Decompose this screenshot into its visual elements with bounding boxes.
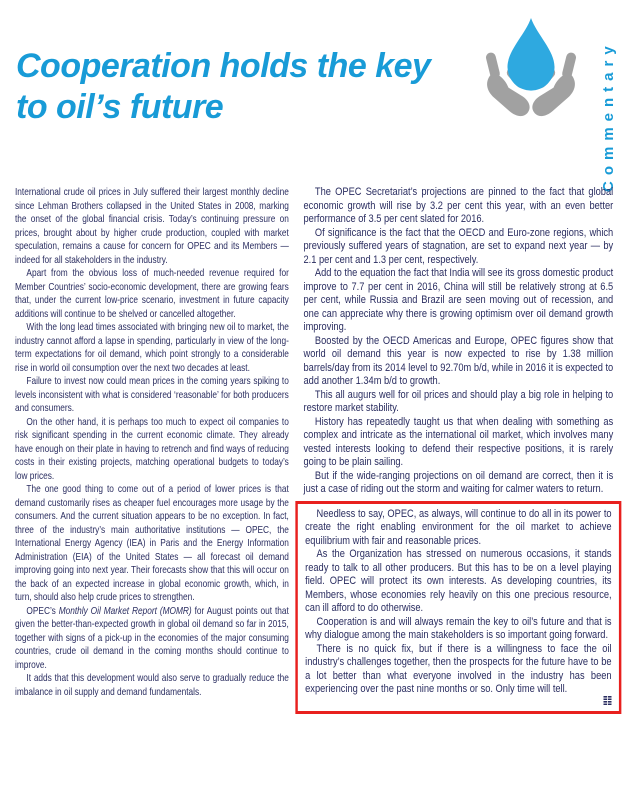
paragraph <box>304 470 614 497</box>
paragraph <box>15 416 289 484</box>
right-column-paragraphs <box>304 186 614 497</box>
oil-drop-icon <box>507 18 554 91</box>
paragraph <box>305 508 611 549</box>
page-title-line2: to oil’s future <box>16 88 224 126</box>
paragraph <box>15 267 289 321</box>
text-run: It adds that this development would also serve to gradually reduce the imbalance in oil supply and demand fundamentals. <box>15 673 289 698</box>
end-of-article-icon <box>603 696 611 705</box>
text-run: History has repeatedly taught us that when dealing with something as complex and intricate as the international oil market, which involves many vested interests looking to defend their respective positions, it is rarely going to be plain sailing. <box>303 415 614 468</box>
paragraph <box>15 483 289 605</box>
text-run: Add to the equation the fact that India will see its gross domestic product improve to 7.7 per cent in 2016, China will still be relatively strong at 6.5 per cent, while Russia and Brazil are seen moving out of recession, and one can appreciate why there is growing optimism over oil demand growth improving. <box>303 267 614 333</box>
paragraph <box>15 672 289 699</box>
text-run: for August points out that given the better-than-expected growth in global oil demand so far in 2015, together with signs of a pick-up in the economies of the major consuming countries, crude oil demand in the coming months should continue to improve. <box>15 605 289 671</box>
text-run: International crude oil prices in July suffered their largest monthly decline since Lehman Brothers collapsed in the United States in 2008, marking the onset of the global financial crisis. Today’s continuing pressure on prices, brought about by higher crude production, coupled with market speculation, remains a cause for concern for OPEC and its Members — indeed for all stakeholders in the industry. <box>15 187 289 266</box>
text-run: Of significance is the fact that the OECD and Euro-zone regions, which previously suffered years of stagnation, are set to expand next year — by 2.1 per cent and 1.3 per cent, respectively. <box>303 226 614 266</box>
paragraph <box>304 416 614 470</box>
text-run: Monthly Oil Market Report (MOMR) <box>58 605 192 617</box>
paragraph <box>15 375 289 416</box>
text-run: The one good thing to come out of a period of lower prices is that demand customarily rises as cheaper fuel encourages more usage by the consumers. And the current situation appears to be no exception. In fact, three of the industry’s main authoritative institutions — OPEC, the International Energy Agency (IEA) in Paris and the Energy Information Administration (EIA) of the United States — all forecast oil demand improving going into next year. Their forecasts show that this will occur on the back of an expected increase in global economic growth, which, in turn, should also help crude prices to strengthen. <box>15 484 289 603</box>
text-run: Cooperation is and will always remain the key to oil’s future and that is why dialogue among the main stakeholders is so important going forward. <box>305 615 612 641</box>
paragraph <box>305 643 611 697</box>
text-run: Needless to say, OPEC, as always, will continue to do all in its power to create the right enabling environment for the oil market to achieve equilibrium with fair and reasonable prices. <box>305 507 612 547</box>
paragraph <box>304 267 614 335</box>
text-run: As the Organization has stressed on numerous occasions, it stands ready to talk to all other producers. But this has to be on a level playing field. OPEC will protect its own interests. As developing countries, its Members, whose economies rely heavily on this one precious resource, can ill afford to do otherwise. <box>305 548 612 614</box>
text-run: Apart from the obvious loss of much-needed revenue required for Member Countries’ socio-economic development, there are growing fears that, under the current low-price scenario, investment in future capacity additions will continue to be shelved or cancelled altogether. <box>15 268 289 320</box>
text-run: On the other hand, it is perhaps too much to expect oil companies to risk significant spending in the current economic climate. They already have enough on their plate in having to retrench and find ways of reducing costs in their existing projects, matching operational budgets to today’s low prices. <box>15 416 289 482</box>
text-run: Boosted by the OECD Americas and Europe, OPEC figures show that world oil demand this year is now expected to rise by 1.38 million barrels/day from its 2014 level to 92.70m b/d, while in 2016 it is expected to add another 1.34m b/d to growth. <box>303 334 614 387</box>
paragraph <box>15 186 289 267</box>
paragraph <box>304 335 614 389</box>
paragraph <box>15 321 289 375</box>
text-run: There is no quick fix, but if there is a willingness to face the oil industry’s challenges together, then the prospects for the future have to be a lot better than what everyone involved in the industry has been experiencing over the past nine months or so. Only time will tell. <box>305 642 612 695</box>
paragraph <box>15 605 289 673</box>
page-title <box>16 46 430 128</box>
highlight-box <box>295 501 621 714</box>
section-label: Commentary <box>600 40 617 192</box>
left-column <box>15 186 289 714</box>
highlight-box-paragraphs <box>305 508 611 697</box>
text-run: But if the wide-ranging projections on oil demand are correct, then it is just a case of riding out the storm and waiting for calmer waters to return. <box>303 469 614 495</box>
paragraph <box>305 616 611 643</box>
text-run: Failure to invest now could mean prices in the coming years spiking to levels inconsistent with what is considered ‘reasonable’ for both producers and consumers. <box>15 376 289 414</box>
text-run: OPEC’s <box>26 605 59 617</box>
oil-drop-in-hands-icon <box>482 14 580 126</box>
right-column <box>304 186 614 714</box>
paragraph <box>304 227 614 268</box>
text-run: The OPEC Secretariat’s projections are pinned to the fact that global economic growth will rise by 3.2 per cent this year, with an even better performance of 3.5 per cent slated for 2016. <box>303 186 614 225</box>
paragraph <box>305 548 611 616</box>
page-title-line1: Cooperation holds the key <box>16 47 431 85</box>
paragraph <box>304 389 614 416</box>
paragraph <box>304 186 614 227</box>
text-run: This all augurs well for oil prices and should play a big role in helping to restore market stability. <box>303 388 614 414</box>
text-run: With the long lead times associated with bringing new oil to market, the industry cannot afford a lapse in spending, particularly in view of the long-term expectations for oil demand, which point strongly to a considerable rise in world oil consumption over the next two decades at least. <box>15 322 289 374</box>
article-body <box>15 186 613 714</box>
